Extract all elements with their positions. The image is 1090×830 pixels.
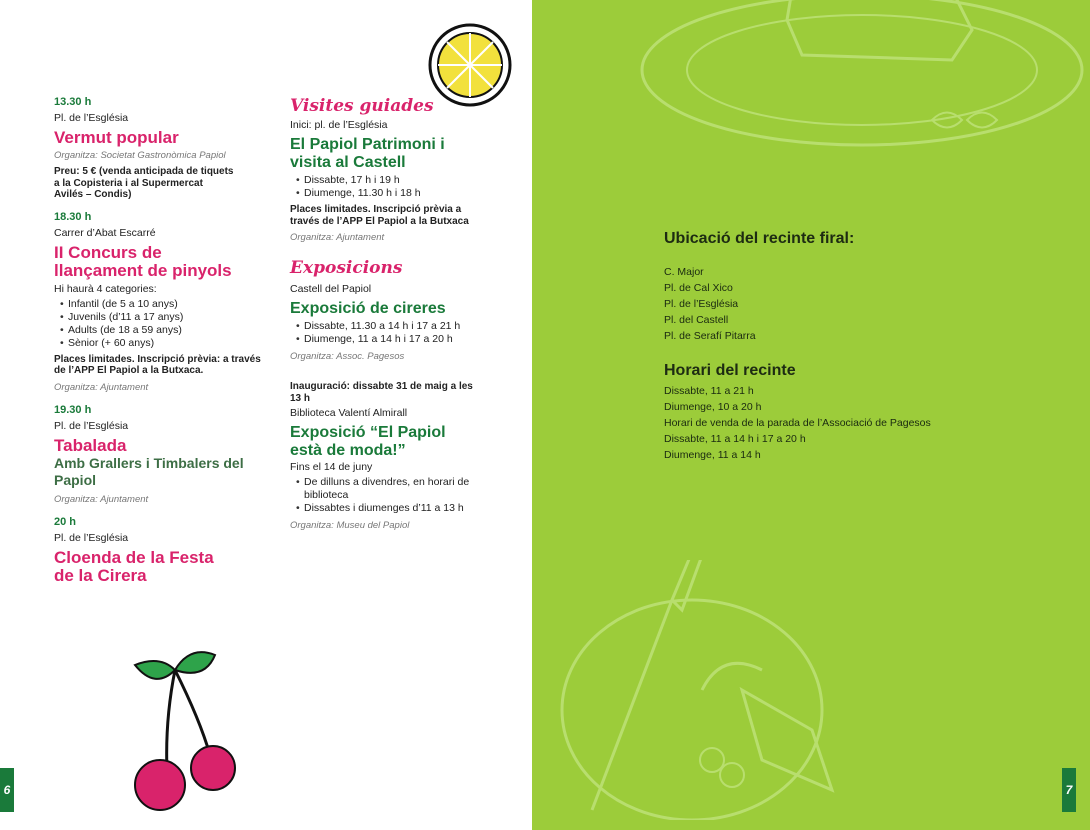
section-heading-exposicions: Exposicions bbox=[290, 258, 403, 278]
page-number-right: 7 bbox=[1062, 768, 1076, 812]
list-item: • Diumenge, 11.30 h i 18 h bbox=[304, 187, 490, 200]
event-inauguration: Inauguració: dissabte 31 de maig a les 13 h bbox=[290, 381, 473, 404]
event-title: Exposició “El Papiol està de moda!” bbox=[290, 424, 446, 459]
event-time: 19.30 h bbox=[54, 403, 92, 416]
list-item: C. Major bbox=[664, 266, 704, 278]
event-note: Places limitades. Inscripció prèvia: a través de l’APP El Papiol a la Butxaca. bbox=[54, 353, 261, 376]
list-item: • Infantil (de 5 a 10 anys) bbox=[68, 298, 274, 311]
event-title: Vermut popular bbox=[54, 128, 179, 147]
event-place: Carrer d’Abat Escarré bbox=[54, 226, 156, 239]
event-tabalada bbox=[54, 404, 274, 506]
list-item: • Dissabte, 11.30 a 14 h i 17 a 21 h bbox=[304, 320, 490, 333]
event-cloenda bbox=[54, 516, 274, 585]
event-title: II Concurs de llançament de pinyols bbox=[54, 242, 232, 280]
event-organizer: Organitza: Societat Gastronòmica Papiol bbox=[54, 150, 226, 161]
ubicacio-title: Ubicació del recinte firal: bbox=[664, 230, 855, 247]
event-place: Pl. de l’Església bbox=[54, 112, 129, 124]
list-item: Pl. de Serafí Pitarra bbox=[664, 330, 756, 342]
list-item: Pl. del Castell bbox=[664, 314, 729, 326]
location-list bbox=[664, 264, 756, 344]
horari-list bbox=[664, 383, 931, 463]
list-item: Diumenge, 11 a 14 h bbox=[664, 449, 761, 461]
event-time: 20 h bbox=[54, 515, 77, 528]
event-subtitle: Amb Grallers i Timbalers del Papiol bbox=[54, 454, 244, 488]
event-place: Pl. de l’Església bbox=[54, 531, 129, 544]
event-intro: Hi haurà 4 categories: bbox=[54, 282, 157, 295]
event-title: Cloenda de la Festa de la Cirera bbox=[54, 547, 214, 585]
category-list bbox=[54, 298, 274, 350]
section-heading-visites: Visites guiades bbox=[290, 96, 434, 116]
lemon-slice-illustration bbox=[425, 20, 515, 110]
event-title: Exposició de cireres bbox=[290, 300, 446, 317]
list-item: Pl. de Cal Xico bbox=[664, 282, 733, 294]
list-item: • Juvenils (d’11 a 17 anys) bbox=[68, 311, 274, 324]
event-until: Fins el 14 de juny bbox=[290, 461, 373, 473]
list-item: • Dissabte, 17 h i 19 h bbox=[304, 174, 490, 187]
list-item: Dissabte, 11 a 21 h bbox=[664, 385, 754, 397]
list-item: • Dissabtes i diumenges d’11 a 13 h bbox=[304, 502, 490, 515]
event-price: Preu: 5 € (venda anticipada de tiquets a la Copisteria i al Supermercat Avilés – Condis) bbox=[54, 166, 234, 200]
list-item: • Sènior (+ 60 anys) bbox=[68, 337, 274, 350]
event-pinyols bbox=[54, 211, 274, 394]
event-organizer: Organitza: Assoc. Pagesos bbox=[290, 351, 405, 362]
event-organizer: Organitza: Ajuntament bbox=[54, 381, 149, 393]
event-place: Castell del Papiol bbox=[290, 283, 372, 295]
program-column-right bbox=[290, 96, 490, 532]
event-title: El Papiol Patrimoni i visita al Castell bbox=[290, 136, 445, 171]
list-item: • Adults (de 18 a 59 anys) bbox=[68, 324, 274, 337]
event-organizer: Organitza: Ajuntament bbox=[290, 232, 385, 243]
cutting-board-illustration bbox=[532, 560, 1090, 820]
event-time: 13.30 h bbox=[54, 96, 92, 108]
event-place: Biblioteca Valentí Almirall bbox=[290, 407, 408, 419]
event-vermut bbox=[54, 96, 274, 201]
list-item: • Diumenge, 11 a 14 h i 17 a 20 h bbox=[304, 333, 490, 346]
program-column-left bbox=[54, 96, 274, 585]
list-item: Horari de venda de la parada de l’Associació de Pagesos bbox=[664, 417, 931, 429]
schedule-list bbox=[290, 174, 490, 200]
page-number-left: 6 bbox=[0, 768, 14, 812]
event-organizer: Organitza: Museu del Papiol bbox=[290, 520, 410, 531]
list-item: Dissabte, 11 a 14 h i 17 a 20 h bbox=[664, 433, 806, 445]
schedule-list bbox=[290, 320, 490, 346]
list-item: Diumenge, 10 a 20 h bbox=[664, 401, 762, 413]
schedule-list bbox=[290, 476, 490, 515]
event-place: Pl. de l’Església bbox=[54, 419, 129, 432]
event-title: Tabalada bbox=[54, 435, 127, 455]
event-place: Inici: pl. de l’Església bbox=[290, 119, 388, 131]
horari-title: Horari del recinte bbox=[664, 362, 796, 379]
event-organizer: Organitza: Ajuntament bbox=[54, 493, 149, 505]
list-item: Pl. de l’Església bbox=[664, 298, 739, 310]
cherries-illustration bbox=[120, 650, 250, 820]
event-note: Places limitades. Inscripció prèvia a través de l’APP El Papiol a la Butxaca bbox=[290, 204, 469, 227]
event-time: 18.30 h bbox=[54, 210, 92, 223]
food-illustration-top bbox=[532, 0, 1090, 200]
list-item: • De dilluns a divendres, en horari de biblioteca bbox=[304, 476, 484, 502]
